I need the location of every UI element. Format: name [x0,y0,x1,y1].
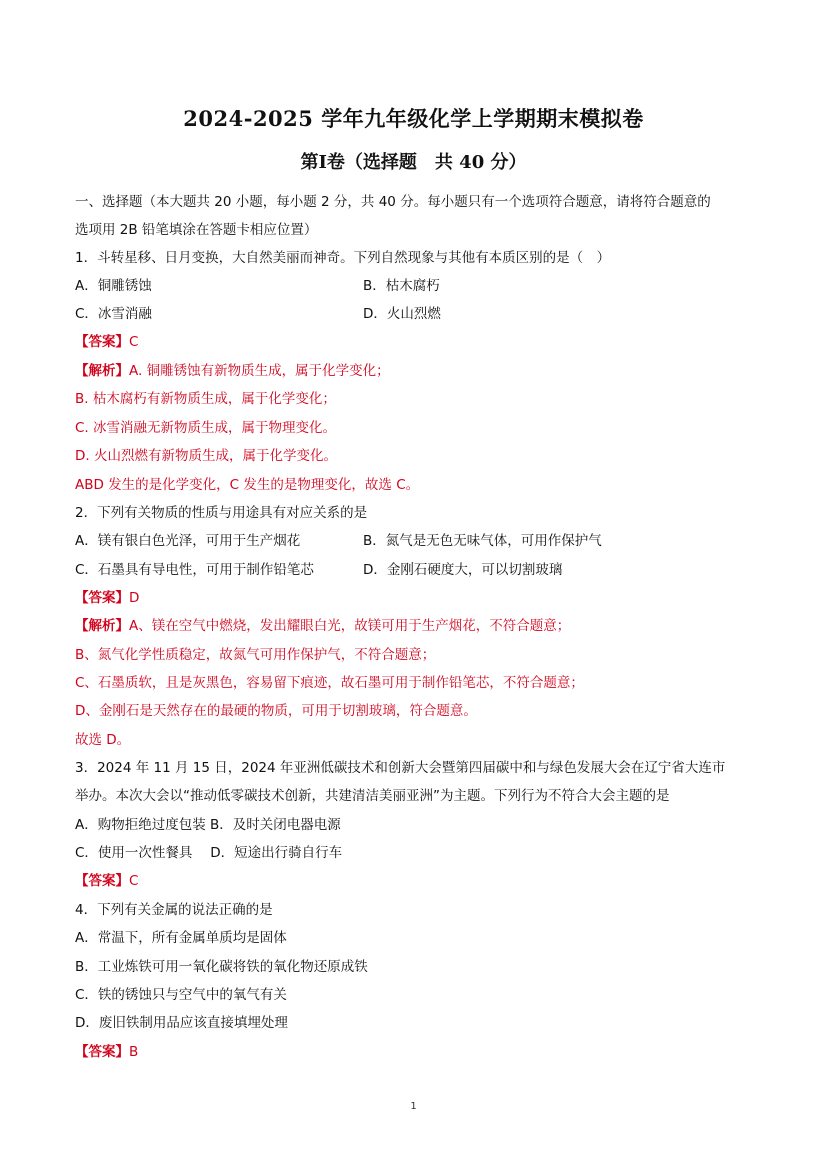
answer-value: B [129,1044,139,1060]
section-title: 第Ⅰ卷（选择题 共 40 分） [300,152,527,173]
analysis-tag: 【解析】 [75,363,129,379]
q3-options-cd: C．使用一次性餐具 D．短途出行骑自行车 [75,845,343,861]
question-4-stem: 4．下列有关金属的说法正确的是 [75,902,273,918]
q1-answer [75,333,138,351]
analysis-line: D. 火山烈燃有新物质生成，属于化学变化。 [75,448,337,464]
q2-option-a: A．镁有银白色光泽，可用于生产烟花 [75,533,301,549]
q1-analysis [75,362,390,380]
analysis-line: C、石墨质软，且是灰黑色，容易留下痕迹，故石墨可用于制作铅笔芯，不符合题意； [75,675,584,691]
q1-option-d: D．火山烈燃 [363,306,441,322]
q4-option-c: C．铁的锈蚀只与空气中的氧气有关 [75,987,287,1003]
page-title: 2024-2025 学年九年级化学上学期期末模拟卷 [183,106,644,131]
analysis-line: A、镁在空气中燃烧，发出耀眼白光，故镁可用于生产烟花，不符合题意； [129,618,571,634]
q2-option-b: B．氮气是无色无味气体，可用作保护气 [363,533,602,549]
answer-tag: 【答案】 [75,590,129,606]
answer-tag: 【答案】 [75,873,129,889]
answer-value: C [129,334,139,350]
q4-answer [75,1043,138,1061]
question-3-stem: 举办。本次大会以“推动低零碳技术创新，共建清洁美丽亚洲”为主题。下列行为不符合大会主题的是 [75,788,670,804]
analysis-line: D、金刚石是天然存在的最硬的物质，可用于切割玻璃，符合题意。 [75,703,477,719]
instructions-line: 一、选择题（本大题共 20 小题，每小题 2 分，共 40 分。每小题只有一个选项符合题意，请将符合题意的 [75,194,711,210]
answer-value: D [129,590,140,606]
q1-option-c: C．冰雪消融 [75,306,152,322]
q1-option-a: A．铜雕锈蚀 [75,278,152,294]
q4-option-a: A．常温下，所有金属单质均是固体 [75,930,287,946]
instructions-line: 选项用 2B 铅笔填涂在答题卡相应位置） [75,222,318,238]
q3-answer [75,872,138,890]
q2-analysis [75,617,570,635]
q2-option-d: D．金刚石硬度大，可以切割玻璃 [363,562,563,578]
answer-tag: 【答案】 [75,334,129,350]
question-1-stem: 1．斗转星移、日月变换，大自然美丽而神奇。下列自然现象与其他有本质区别的是（ ） [75,250,611,266]
page-number: 1 [410,1101,417,1112]
q1-option-b: B．枯木腐朽 [363,278,440,294]
q2-option-c: C．石墨具有导电性，可用于制作铅笔芯 [75,562,314,578]
question-2-stem: 2．下列有关物质的性质与用途具有对应关系的是 [75,505,368,521]
analysis-line: C. 冰雪消融无新物质生成，属于物理变化。 [75,420,337,436]
answer-value: C [129,873,139,889]
q3-options-ab: A．购物拒绝过度包装 B．及时关闭电器电源 [75,817,341,833]
q4-option-b: B．工业炼铁可用一氧化碳将铁的氧化物还原成铁 [75,959,368,975]
q2-answer [75,589,139,607]
analysis-line: B. 枯木腐朽有新物质生成，属于化学变化； [75,391,336,407]
question-3-stem: 3．2024 年 11 月 15 日，2024 年亚洲低碳技术和创新大会暨第四届碳中和与绿色发展大会在辽宁省大连市 [75,760,726,776]
analysis-line: ABD 发生的是化学变化，C 发生的是物理变化，故选 C。 [75,477,420,493]
analysis-line: A. 铜雕锈蚀有新物质生成，属于化学变化； [129,363,390,379]
analysis-line: B、氮气化学性质稳定，故氮气可用作保护气，不符合题意； [75,647,436,663]
answer-tag: 【答案】 [75,1044,129,1060]
q4-option-d: D．废旧铁制用品应该直接填埋处理 [75,1015,288,1031]
q2-conclusion: 故选 D。 [75,732,131,748]
analysis-tag: 【解析】 [75,618,129,634]
